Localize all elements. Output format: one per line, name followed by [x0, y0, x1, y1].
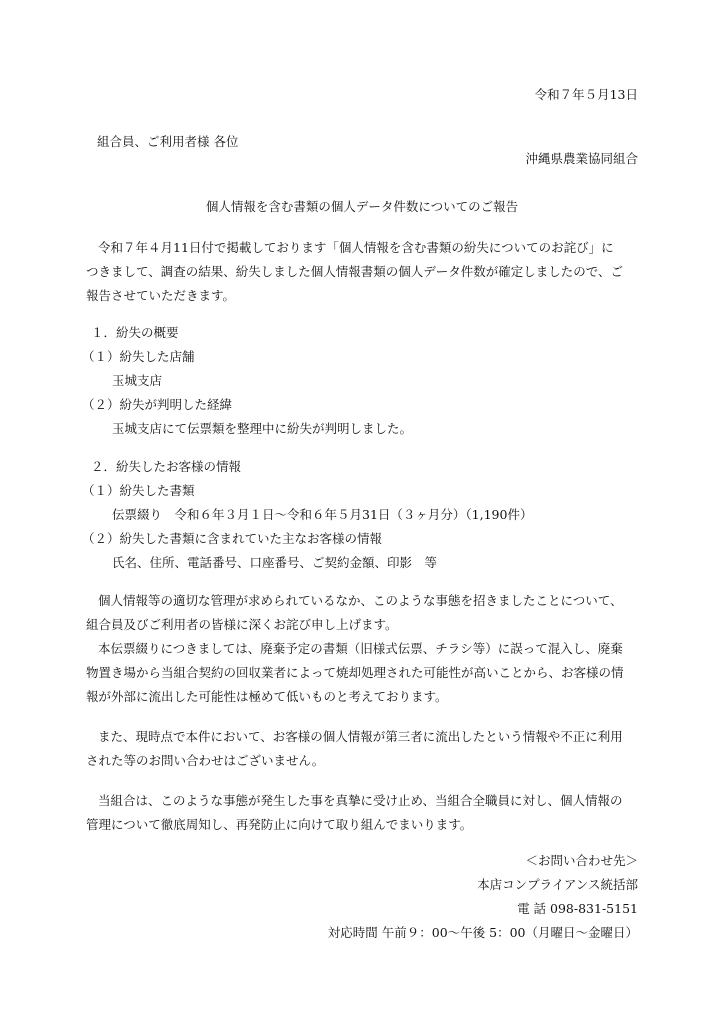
section2-item1-label: （１）紛失した書類 — [82, 483, 195, 498]
apology-paragraph-line-3: 本伝票綴りにつきましては、廃棄予定の書類（旧様式伝票、チラシ等）に誤って混入し、廃棄 — [98, 641, 623, 656]
section1-heading: １．紛失の概要 — [91, 325, 179, 340]
intro-paragraph-line-1: 令和７年４月11日付で掲載しております「個人情報を含む書類の紛失についてのお詫び」に — [98, 240, 614, 255]
document-title: 個人情報を含む書類の個人データ件数についてのご報告 — [205, 199, 519, 214]
commitment-paragraph-line-1: 当組合は、このような事態が発生した事を真摯に受け止め、当組合全職員に対し、個人情報の — [98, 793, 623, 808]
contact-hours: 対応時間 午前９：00～午後 5：00（月曜日～金曜日） — [327, 925, 638, 940]
section1-item1-value: 玉城支店 — [112, 373, 163, 388]
apology-paragraph-line-1: 個人情報等の適切な管理が求められているなか、このような事態を招きましたことについて、 — [98, 593, 623, 608]
status-paragraph-line-1: また、現時点で本件において、お客様の個人情報が第三者に流出したという情報や不正に利用 — [98, 729, 623, 744]
contact-heading: ＜お問い合わせ先＞ — [525, 853, 638, 868]
apology-paragraph-line-4: 物置き場から当組合契約の回収業者によって焼却処理された可能性が高いことから、お客様の情 — [86, 665, 624, 680]
recipient-line: 組合員、ご利用者様 各位 — [97, 134, 239, 149]
document-date: 令和７年５月13日 — [534, 87, 638, 102]
section1-item1-label: （１）紛失した店舗 — [82, 349, 195, 364]
contact-department: 本店コンプライアンス統括部 — [477, 877, 638, 892]
sender-organization: 沖縄県農業協同組合 — [525, 151, 638, 166]
intro-paragraph-line-2: つきまして、調査の結果、紛失しました個人情報書類の個人データ件数が確定しましたので、ご — [86, 264, 624, 279]
section2-item2-label: （２）紛失した書類に含まれていた主なお客様の情報 — [82, 531, 383, 546]
section2-item2-value: 氏名、住所、電話番号、口座番号、ご契約金額、印影 等 — [112, 555, 438, 570]
status-paragraph-line-2: された等のお問い合わせはございません。 — [86, 753, 325, 768]
apology-paragraph-line-5: 報が外部に流出した可能性は極めて低いものと考えております。 — [86, 689, 448, 704]
section2-item1-value: 伝票綴り 令和６年３月１日～令和６年５月31日（３ヶ月分）（1,190件） — [112, 507, 533, 522]
contact-phone: 電 話 098-831-5151 — [517, 901, 638, 916]
section1-item2-value: 玉城支店にて伝票類を整理中に紛失が判明しました。 — [112, 421, 413, 436]
commitment-paragraph-line-2: 管理について徹底周知し、再発防止に向けて取り組んでまいります。 — [86, 817, 473, 832]
intro-paragraph-line-3: 報告させていただきます。 — [86, 288, 236, 303]
apology-paragraph-line-2: 組合員及びご利用者の皆様に深くお詫び申し上げます。 — [86, 617, 398, 632]
section1-item2-label: （２）紛失が判明した経緯 — [82, 397, 233, 412]
section2-heading: ２．紛失したお客様の情報 — [91, 459, 242, 474]
